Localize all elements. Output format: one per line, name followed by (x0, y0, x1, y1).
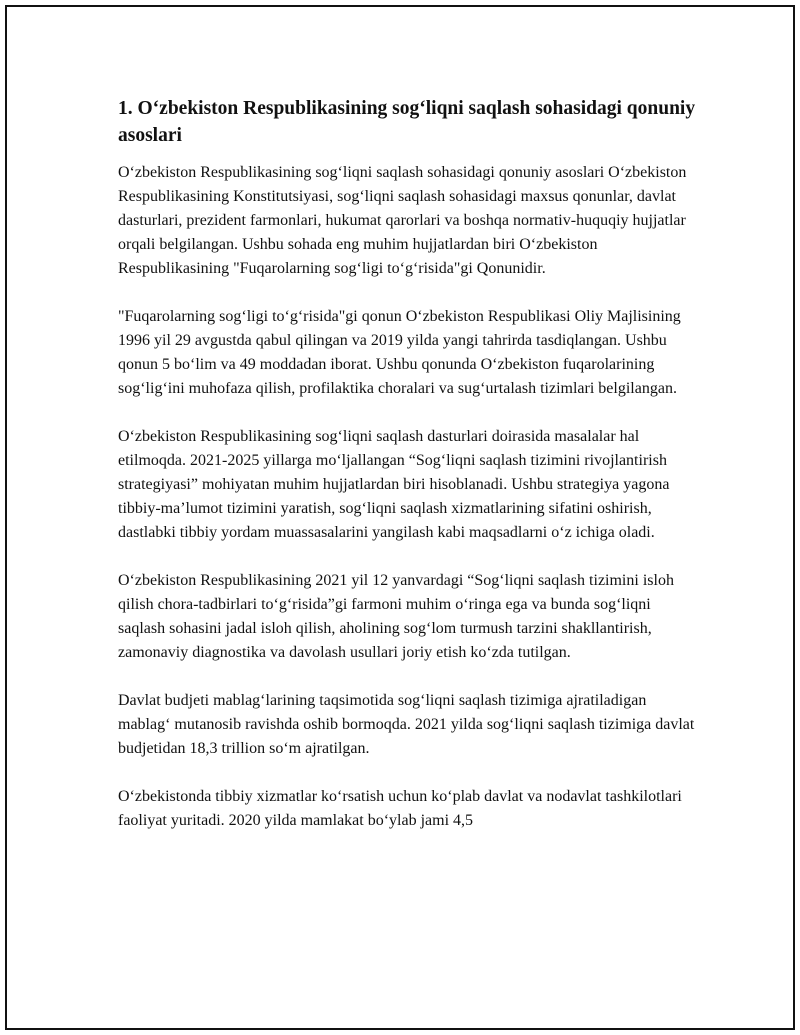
paragraph-decree: O‘zbekiston Respublikasining 2021 yil 12 yanvardagi “Sog‘liqni saqlash tizimini isloh qilish chora-tadbirlari to‘g‘risida”gi farmoni muhim o‘ringa ega va bunda sog‘liqni saqlash sohasini jadal isloh qilish, aholining sog‘lom turmush tarzini shakllantirish, zamonaviy diagnostika va davolash usullari joriy etish ko‘zda tutilgan. (118, 572, 674, 661)
document-body (118, 95, 698, 857)
paragraph-budget: Davlat budjeti mablag‘larining taqsimotida sog‘liqni saqlash tizimiga ajratiladigan mablag‘ mutanosib ravishda oshib bormoqda. 2021 yilda sog‘liqni saqlash tizimiga davlat budjetidan 18,3 trillion so‘m ajratilgan. (118, 692, 695, 757)
paragraph-health-law: "Fuqarolarning sog‘ligi to‘g‘risida"gi qonun O‘zbekiston Respublikasi Oliy Majlisining 1996 yil 29 avgustda qabul qilingan va 2019 yilda yangi tahrirda tasdiqlangan. Ushbu qonun 5 bo‘lim va 49 moddadan iborat. Ushbu qonunda O‘zbekiston fuqarolarining sog‘lig‘ini muhofaza qilish, profilaktika choralari va sug‘urtalash tizimlari belgilangan. (118, 308, 681, 397)
paragraph-legal-basis: O‘zbekiston Respublikasining sog‘liqni saqlash sohasidagi qonuniy asoslari O‘zbekiston Respublikasining Konstitutsiyasi, sog‘liqni saqlash sohasidagi maxsus qonunlar, davlat dasturlari, prezident farmonlari, hukumat qarorlari va boshqa normativ-huquqiy hujjatlar orqali belgilangan. Ushbu sohada eng muhim hujjatlardan biri O‘zbekiston Respublikasining "Fuqarolarning sog‘ligi to‘g‘risida"gi Qonunidir. (118, 164, 687, 277)
section-heading: 1. O‘zbekiston Respublikasining sog‘liqni saqlash sohasidagi qonuniy asoslari (118, 98, 696, 146)
paragraph-organizations: O‘zbekistonda tibbiy xizmatlar ko‘rsatish uchun ko‘plab davlat va nodavlat tashkilotlari faoliyat yuritadi. 2020 yilda mamlakat bo‘ylab jami 4,5 (118, 788, 682, 829)
paragraph-strategy: O‘zbekiston Respublikasining sog‘liqni saqlash dasturlari doirasida masalalar hal etilmoqda. 2021-2025 yillarga mo‘ljallangan “Sog‘liqni saqlash tizimini rivojlantirish strategiyasi” mohiyatan muhim hujjatlardan biri hisoblanadi. Ushbu strategiya yagona tibbiy-ma’lumot tizimini yaratish, sog‘liqni saqlash xizmatlarining sifatini oshirish, dastlabki tibbiy yordam muassasalarini yangilash kabi maqsadlarni o‘z ichiga oladi. (118, 428, 670, 541)
